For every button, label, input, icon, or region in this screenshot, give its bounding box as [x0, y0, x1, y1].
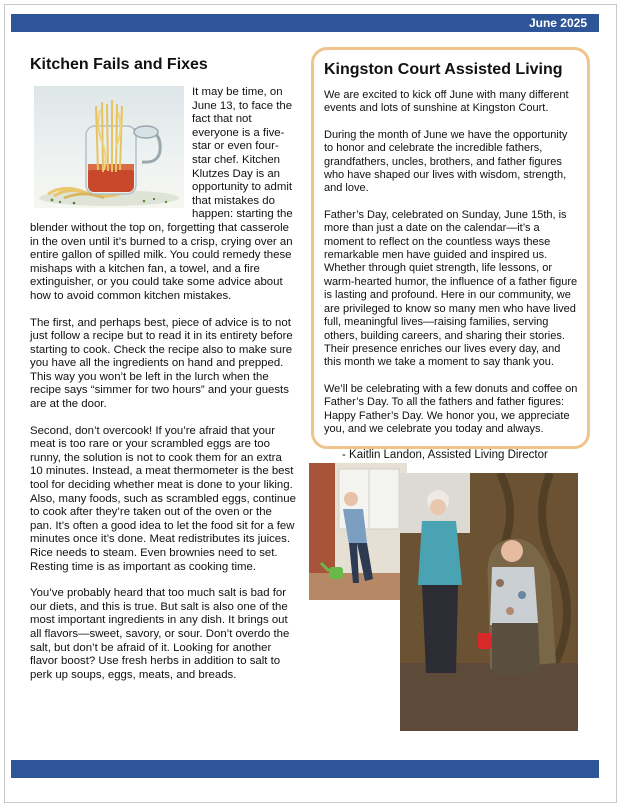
community-message-box: [311, 47, 590, 462]
residents-couple-photo: [400, 473, 578, 731]
article-paragraph-3: Second, don’t overcook! If you’re afraid that your meat is too rare or your scrambled eggs are too runny, the solution is not to cook them for an extra 10 minutes. Instead, a meat thermometer is the best tool for deciding whether meat is done to your liking. Also, many foods, such as scrambled eggs, continue to cook after they’re taken out of the oven or the pan. It’s often a good idea to let the food sit for a few minutes once it’s done. Meat redistributes its juices. Rice needs to steam. Even brownies need to set. Resting time is as important as cooking time.: [30, 424, 296, 573]
box-paragraph-2: During the month of June we have the opportunity to honor and celebrate the incredible fathers, grandfathers, uncles, brothers, and father figures who have shaped our lives with wisdom, strength, and love.: [324, 128, 568, 195]
spaghetti-jar-photo: [34, 86, 184, 208]
resident-watering-photo: [309, 463, 407, 600]
article-paragraph-1: It may be time, on June 13, to face the fact that not everyone is a five-star or even four-star chef. Kitchen Klutzes Day is an opportunity to admit that mistakes do happen: starting the blender without the top on, forgetting that casserole in the oven until it’s burned to a crisp, crying over an entire gallon of spilled milk. You could remedy these mishaps with a kitchen fan, a towel, and a fire extinguisher, or you could take some advice about how to avoid common kitchen mistakes.: [30, 86, 293, 302]
header-bar: [11, 14, 599, 32]
director-signature: - Kaitlin Landon, Assisted Living Director: [342, 449, 548, 462]
resident-watering-illustration: [309, 463, 407, 600]
article-title: Kitchen Fails and Fixes: [30, 56, 208, 73]
kitchen-article: [30, 56, 296, 695]
article-paragraph-4: You’ve probably heard that too much salt is bad for our diets, and this is true. But salt is also one of the most important ingredients in any dish. It brings out all flavors—sweet, savory, or sour. Don’t overdo the salt, but don’t be afraid of it. Looking for another flavor boost? Use fresh herbs in addition to salt to perk up soups, eggs, meats, and breads.: [30, 587, 290, 681]
footer-bar: [11, 760, 599, 778]
spaghetti-jar-illustration: [34, 86, 184, 208]
box-paragraph-4: We’ll be celebrating with a few donuts and coffee on Father’s Day. To all the fathers and father figures: Happy Father’s Day. We honor you, we appreciate you, and we celebrate you today and always.: [324, 382, 578, 435]
issue-date: June 2025: [528, 16, 587, 30]
box-title: Kingston Court Assisted Living: [324, 61, 563, 78]
box-paragraph-1: We are excited to kick off June with many different events and lots of sunshine at Kingston Court.: [324, 89, 569, 115]
residents-couple-illustration: [400, 473, 578, 731]
box-paragraph-3: Father’s Day, celebrated on Sunday, June 15th, is more than just a date on the calendar—it’s a moment to reflect on the countless ways these remarkable men have guided and inspired us. Whether through quiet strength, life lessons, or warm-hearted humor, the influence of a father figure is lasting and profound. Here in our community, we are privileged to know so many men who have lived full, meaningful lives—raising families, serving others, building careers, and sharing their stories. Their presence enriches our lives every day, and this month we take a moment to say thank you.: [324, 208, 578, 369]
article-paragraph-2: The first, and perhaps best, piece of advice is to not just follow a recipe but to read it in its entirety before starting to cook. Check the recipe also to make sure you have all the ingredients on hand and prepped. This way you won’t be left in the lurch when the recipe says “simmer for two hours” and your guests are at the door.: [30, 316, 293, 411]
